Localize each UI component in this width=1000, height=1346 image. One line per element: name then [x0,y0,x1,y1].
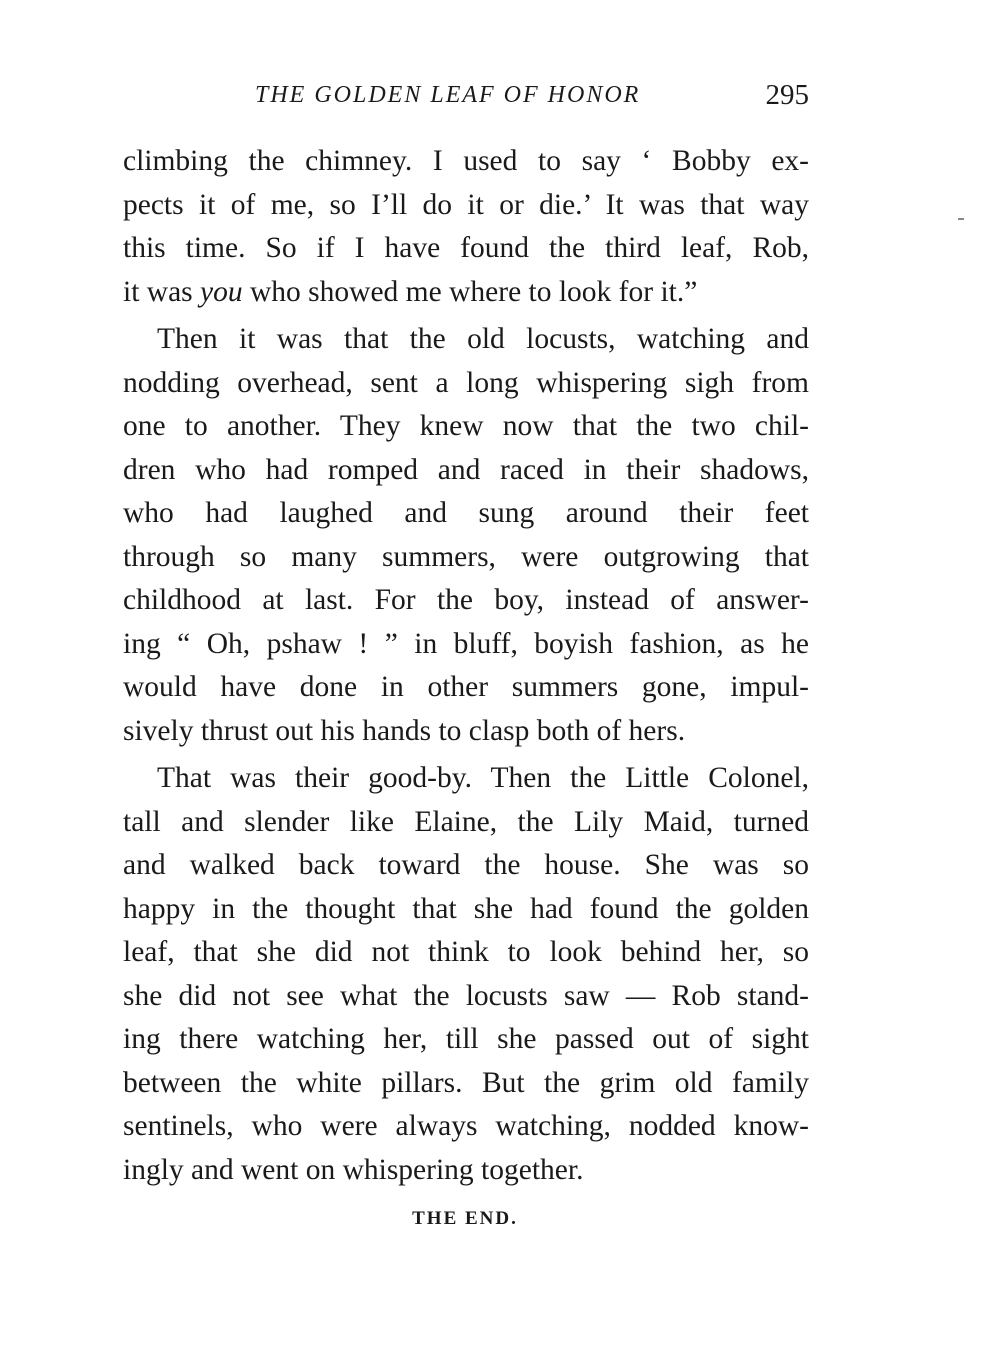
text-line-emphasis [123,271,809,315]
paragraph-2 [123,318,809,753]
text-line: one to another. They knew now that the two chil- [123,410,809,442]
text-line: dren who had romped and raced in their shadows, [123,453,809,486]
paragraph-3 [123,757,809,1192]
text-line: pects it of me, so I’ll do it or die.’ It was that way [123,188,809,221]
text-line: ingly and went on whispering together. [123,1153,584,1186]
running-head [123,78,809,118]
emphasized-word: you [200,275,243,308]
body-text [123,140,809,1192]
text-line: childhood at last. For the boy, instead of answer- [123,584,809,616]
text-line: would have done in other summers gone, impul- [123,671,809,703]
text-line: she did not see what the locusts saw — Rob stand- [123,979,809,1012]
text-line: between the white pillars. But the grim old family [123,1066,809,1099]
text-line: this time. So if I have found the third leaf, Rob, [123,232,809,264]
text-line: through so many summers, were outgrowing that [123,540,809,573]
text-line: who had laughed and sung around their feet [123,497,809,529]
running-title: THE GOLDEN LEAF OF HONOR [255,82,641,108]
page-number: 295 [765,79,809,111]
text-line: tall and slender like Elaine, the Lily Maid, turned [123,805,809,838]
text-line: climbing the chimney. I used to say ‘ Bobby ex- [123,145,809,177]
paragraph-1 [123,140,809,314]
text-line: nodding overhead, sent a long whispering sigh from [123,366,809,399]
end-mark: THE END. [412,1208,518,1229]
text-line: sively thrust out his hands to clasp both of hers. [123,714,686,747]
margin-speck [958,218,964,220]
text-line: leaf, that she did not think to look behind her, so [123,936,809,968]
text-line: That was their good-by. Then the Little Colonel, [157,762,809,794]
text-line: sentinels, who were always watching, nodded know- [123,1110,809,1142]
text-fragment: it was [123,275,201,308]
text-line: happy in the thought that she had found the golden [123,892,809,925]
text-line: Then it was that the old locusts, watching and [157,323,809,355]
text-line: ing “ Oh, pshaw ! ” in bluff, boyish fashion, as he [123,627,809,660]
text-line: ing there watching her, till she passed out of sight [123,1023,809,1055]
text-line: and walked back toward the house. She was so [123,849,809,881]
text-fragment: who showed me where to look for it.” [242,275,698,308]
